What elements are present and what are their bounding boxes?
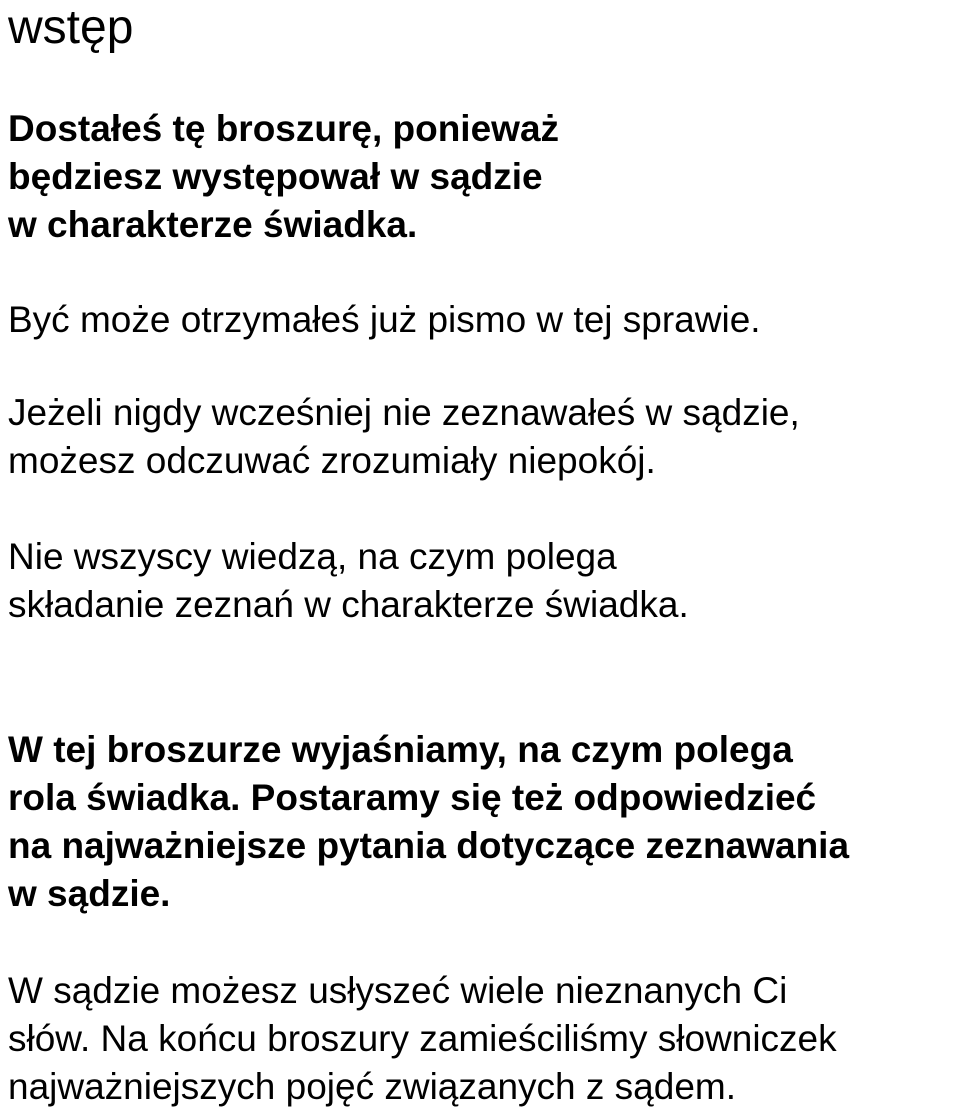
- text-line: w sądzie.: [8, 873, 171, 914]
- anxiety-paragraph: [8, 389, 800, 485]
- text-line: Nie wszyscy wiedzą, na czym polega: [8, 536, 617, 577]
- intro-paragraph-bold: [8, 105, 559, 249]
- text-line: W tej broszurze wyjaśniamy, na czym polega: [8, 729, 793, 770]
- letter-paragraph: [8, 296, 761, 344]
- text-line: rola świadka. Postaramy się też odpowiedzieć: [8, 777, 817, 818]
- brochure-purpose-paragraph: [8, 726, 849, 918]
- glossary-paragraph: [8, 967, 837, 1111]
- text-line: Być może otrzymałeś już pismo w tej sprawie.: [8, 299, 761, 340]
- text-line: w charakterze świadka.: [8, 204, 418, 245]
- text-line: Dostałeś tę broszurę, ponieważ: [8, 108, 560, 149]
- text-line: na najważniejsze pytania dotyczące zeznawania: [8, 825, 850, 866]
- text-line: możesz odczuwać zrozumiały niepokój.: [8, 440, 656, 481]
- text-line: będziesz występował w sądzie: [8, 156, 543, 197]
- text-line: składanie zeznań w charakterze świadka.: [8, 584, 689, 625]
- testimony-paragraph: [8, 533, 689, 629]
- text-line: Jeżeli nigdy wcześniej nie zeznawałeś w sądzie,: [8, 392, 800, 433]
- text-line: W sądzie możesz usłyszeć wiele nieznanych Ci: [8, 970, 788, 1011]
- page-title: wstęp: [8, 1, 134, 54]
- text-line: najważniejszych pojęć związanych z sądem.: [8, 1066, 737, 1107]
- text-line: słów. Na końcu broszury zamieściliśmy słowniczek: [8, 1018, 837, 1059]
